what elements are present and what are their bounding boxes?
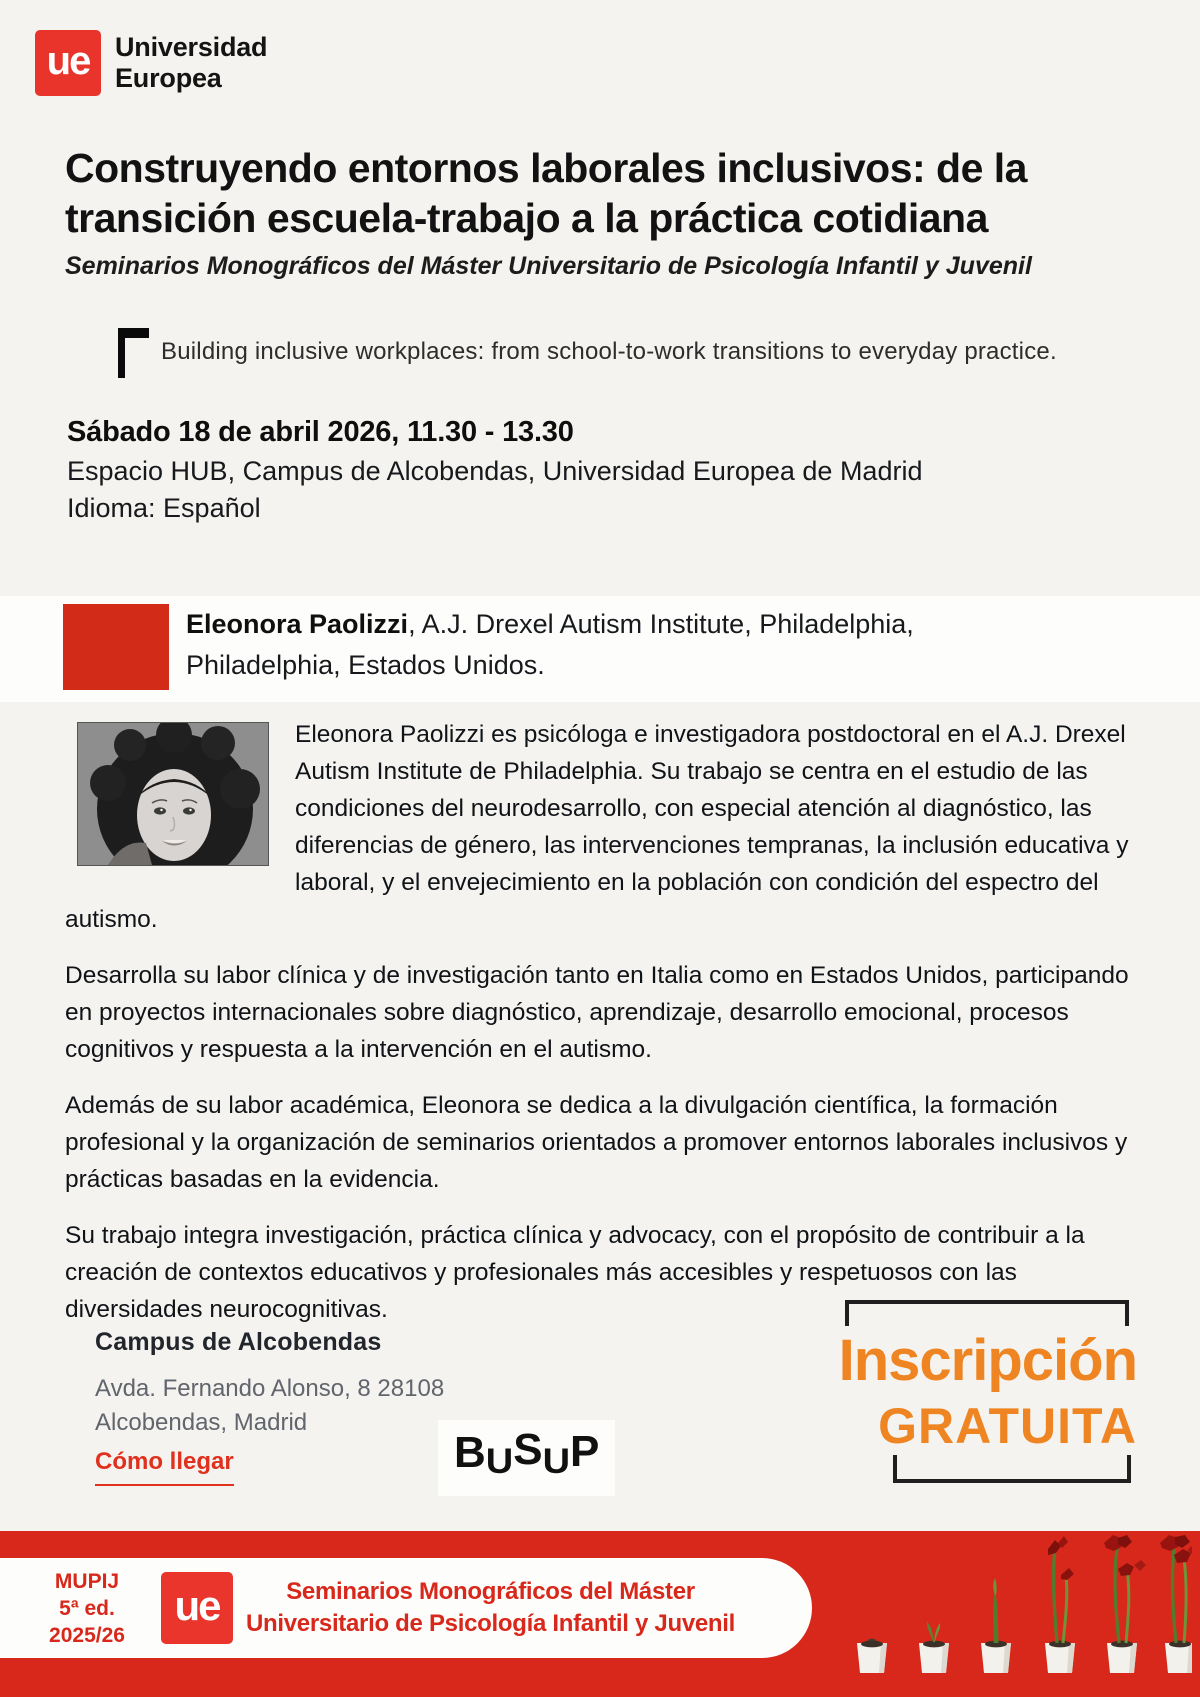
bottom-banner — [0, 1531, 1200, 1697]
campus-address — [95, 1372, 444, 1440]
speaker-affiliation: , A.J. Drexel Autism Institute, Philadelphia, Philadelphia, Estados Unidos. — [186, 609, 914, 680]
speaker-line — [186, 604, 1046, 686]
busup-logo: BUSUP — [438, 1420, 615, 1496]
registration-word1: Inscripción — [838, 1328, 1137, 1393]
university-name-line2: Europea — [115, 63, 222, 93]
seminar-series-title — [246, 1576, 735, 1640]
series-line2: Universitario de Psicología Infantil y Juvenil — [246, 1610, 736, 1637]
registration-word2: GRATUITA — [878, 1398, 1137, 1454]
address-line2: Alcobendas, Madrid — [95, 1409, 308, 1436]
speaker-name: Eleonora Paolizzi — [186, 609, 409, 639]
page-title-line1: Construyendo entornos laborales inclusivos: de la — [65, 145, 1027, 191]
red-square-accent — [63, 604, 169, 690]
program-code: MUPIJ — [54, 1569, 120, 1593]
university-logo — [35, 30, 267, 96]
page-title — [65, 143, 1155, 243]
address-line1: Avda. Fernando Alonso, 8 28108 — [95, 1375, 445, 1402]
university-name — [115, 30, 267, 94]
ue-logo-icon — [35, 30, 101, 96]
english-tagline-row — [118, 328, 1057, 378]
program-edition-number: 5ª ed. 2025/26 — [49, 1596, 125, 1647]
event-language: Idioma: Español — [67, 493, 261, 523]
event-location: Espacio HUB, Campus de Alcobendas, Universidad Europea de Madrid — [67, 456, 923, 486]
english-tagline: Building inclusive workplaces: from school-to-work transitions to everyday practice. — [161, 338, 1057, 365]
bracket-bottom-icon — [893, 1455, 1131, 1483]
page-title-line2: transición escuela-trabajo a la práctica cotidiana — [65, 195, 988, 241]
bio-paragraph-2: Desarrolla su labor clínica y de investigación tanto en Italia como en Estados Unidos, participando en proyectos internacionales sobre diagnóstico, aprendizaje, desarrollo emocional, procesos cognitivos y respuesta a la intervención en el autismo. — [65, 962, 1129, 1063]
ue-monogram-banner: ue — [174, 1582, 220, 1629]
growing-plants-illustration — [850, 1535, 1192, 1677]
banner-pill — [0, 1558, 812, 1658]
bio-paragraph-3: Además de su labor académica, Eleonora se dedica a la divulgación científica, la formación profesional y la organización de seminarios orientados a promover entornos laborales inclusivos y prácticas basadas en la evidencia. — [65, 1092, 1128, 1193]
university-name-line1: Universidad — [115, 32, 268, 62]
campus-title: Campus de Alcobendas — [95, 1328, 382, 1356]
speaker-bio — [65, 716, 1145, 1347]
page-subtitle: Seminarios Monográficos del Máster Universitario de Psicología Infantil y Juvenil — [65, 252, 1032, 280]
corner-bracket-icon — [118, 328, 149, 378]
event-datetime: Sábado 18 de abril 2026, 11.30 - 13.30 — [67, 416, 574, 448]
ue-monogram: ue — [46, 38, 90, 83]
directions-link[interactable]: Cómo llegar — [95, 1448, 234, 1486]
bracket-top-icon — [845, 1300, 1129, 1326]
speaker-photo — [77, 722, 269, 866]
ue-logo-icon-banner — [161, 1572, 233, 1644]
registration-cta[interactable] — [838, 1297, 1139, 1485]
series-line1: Seminarios Monográficos del Máster — [286, 1578, 695, 1605]
bio-paragraph-4: Su trabajo integra investigación, práctica clínica y advocacy, con el propósito de contribuir a la creación de contextos educativos y profesionales más accesibles y respetuosos con las diversidades neurocognitivas. — [65, 1222, 1085, 1323]
bio-paragraph-1: Eleonora Paolizzi es psicóloga e investigadora postdoctoral en el A.J. Drexel Autism Institute de Philadelphia. Su trabajo se centra en el estudio de las condiciones del neurodesarrollo, con especial atención al diagnóstico, las diferencias de género, las intervenciones tempranas, la inclusión educativa y laboral, y el envejecimiento en la población con condición del espectro del autismo. — [65, 721, 1129, 933]
program-edition — [26, 1568, 148, 1649]
